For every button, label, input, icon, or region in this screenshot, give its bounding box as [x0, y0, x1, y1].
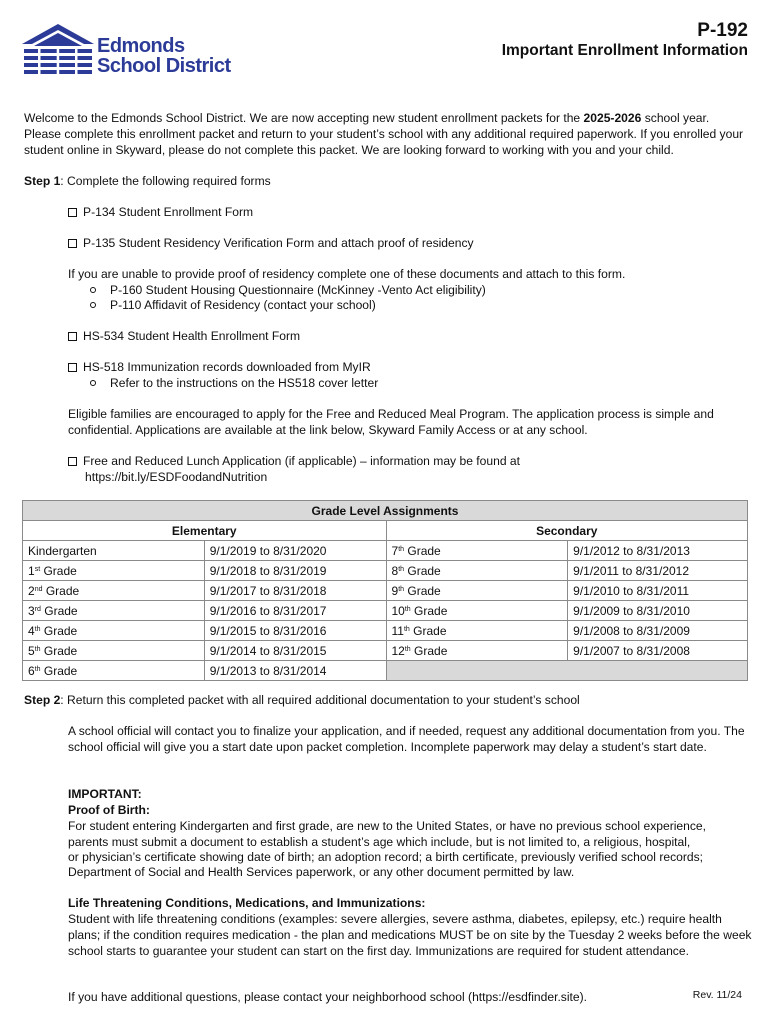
checklist-item[interactable]: P-135 Student Residency Verification Form and attach proof of residency — [68, 235, 474, 251]
proof-of-birth-text: Department of Social and Health Services paperwork, or any other document permitted by law. — [68, 865, 575, 879]
checklist-item[interactable]: HS-534 Student Health Enrollment Form — [68, 328, 300, 344]
life-threatening-heading: Life Threatening Conditions, Medications, and Immunizations: — [68, 896, 426, 910]
step-2-heading: Step 2: Return this completed packet with all required additional documentation to your student’s school — [24, 693, 580, 707]
checkbox-icon[interactable] — [68, 332, 77, 341]
empty-cell — [386, 661, 748, 681]
lunch-link[interactable]: https://bit.ly/ESDFoodandNutrition — [85, 470, 268, 484]
bullet-icon — [90, 380, 96, 386]
logo-line-2: School District — [97, 55, 231, 77]
checkbox-icon[interactable] — [68, 239, 77, 248]
immunization-note: Refer to the instructions on the HS518 cover letter — [90, 375, 378, 391]
table-row: 4th Grade 9/1/2015 to 8/31/2016 11th Grade 9/1/2008 to 8/31/2009 — [23, 621, 748, 641]
table-row: 2nd Grade 9/1/2017 to 8/31/2018 9th Grade 9/1/2010 to 8/31/2011 — [23, 581, 748, 601]
bullet-icon — [90, 287, 96, 293]
revision-label: Rev. 11/24 — [692, 989, 742, 1001]
table-row: 1st Grade 9/1/2018 to 8/31/2019 8th Grade 9/1/2011 to 8/31/2012 — [23, 561, 748, 581]
checkbox-icon[interactable] — [68, 363, 77, 372]
logo-line-1: Edmonds — [97, 35, 185, 57]
proof-of-birth-text: parents must submit a document to establish a student’s age which include, but is not limited to, a religious, hospital, — [68, 835, 691, 849]
step-1-heading: Step 1: Complete the following required forms — [24, 174, 271, 188]
residency-note: If you are unable to provide proof of residency complete one of these documents and attach to this form. — [68, 267, 626, 281]
elementary-header: Elementary — [23, 521, 387, 541]
school-year: 2025-2026 — [583, 111, 642, 125]
checkbox-icon[interactable] — [68, 208, 77, 217]
intro-paragraph: Welcome to the Edmonds School District. We are now accepting new student enrollment packets for the 2025-2026 school year. Please complete this enrollment packet and return to your student’s school with any additional required paperwork. If you enrolled your student online in Skyward, please do not complete this packet. We are looking forward to working with you and your child. — [24, 111, 744, 157]
checklist-item[interactable]: P-134 Student Enrollment Form — [68, 204, 253, 220]
checklist-item[interactable]: Free and Reduced Lunch Application (if applicable) – information may be found at — [68, 453, 520, 469]
table-title: Grade Level Assignments — [23, 501, 748, 521]
life-threatening-text: Student with life threatening conditions (examples: severe allergies, severe asthma, diabetes, epilepsy, etc.) require health plans; if the condition requires medication - the plan and medications MUST be on site by the Tuesday 2 weeks before the week school starts to guarantee your student can start on the first day. Immunizations are required for student attendance. — [68, 912, 752, 958]
residency-option: P-110 Affidavit of Residency (contact your school) — [90, 297, 376, 313]
contact-note: If you have additional questions, please contact your neighborhood school (https://esdfinder.site). — [68, 990, 588, 1004]
table-row: Kindergarten 9/1/2019 to 8/31/2020 7th Grade 9/1/2012 to 8/31/2013 — [23, 541, 748, 561]
table-row: 6th Grade 9/1/2013 to 8/31/2014 — [23, 661, 748, 681]
form-title: Important Enrollment Information — [501, 42, 748, 59]
district-logo — [22, 24, 262, 80]
table-row: 3rd Grade 9/1/2016 to 8/31/2017 10th Grade 9/1/2009 to 8/31/2010 — [23, 601, 748, 621]
important-heading: IMPORTANT: — [68, 787, 142, 801]
meal-program-note: Eligible families are encouraged to apply for the Free and Reduced Meal Program. The application process is simple and confidential. Applications are available at the link below, Skyward Family Access or at any school. — [68, 407, 714, 437]
checklist-item[interactable]: HS-518 Immunization records downloaded from MyIR — [68, 359, 371, 375]
checkbox-icon[interactable] — [68, 457, 77, 466]
official-note: A school official will contact you to finalize your application, and if needed, request any additional documentation from you. The school official will give you a start date upon packet completion. Incomplete paperwork may delay a student’s start date. — [68, 724, 745, 754]
proof-of-birth-text: For student entering Kindergarten and first grade, are new to the United States, or have no previous school experience, — [68, 819, 706, 833]
schoolhouse-logo-icon — [22, 24, 94, 80]
secondary-header: Secondary — [386, 521, 748, 541]
table-row: 5th Grade 9/1/2014 to 8/31/2015 12th Grade 9/1/2007 to 8/31/2008 — [23, 641, 748, 661]
bullet-icon — [90, 302, 96, 308]
residency-option: P-160 Student Housing Questionnaire (McKinney -Vento Act eligibility) — [90, 282, 486, 298]
proof-of-birth-text: or physician’s certificate showing date of birth; an adoption record; a birth certificate, previously verified school records; — [68, 850, 704, 864]
form-number: P-192 — [697, 20, 748, 41]
grade-level-table — [22, 500, 748, 681]
proof-of-birth-heading: Proof of Birth: — [68, 803, 150, 817]
